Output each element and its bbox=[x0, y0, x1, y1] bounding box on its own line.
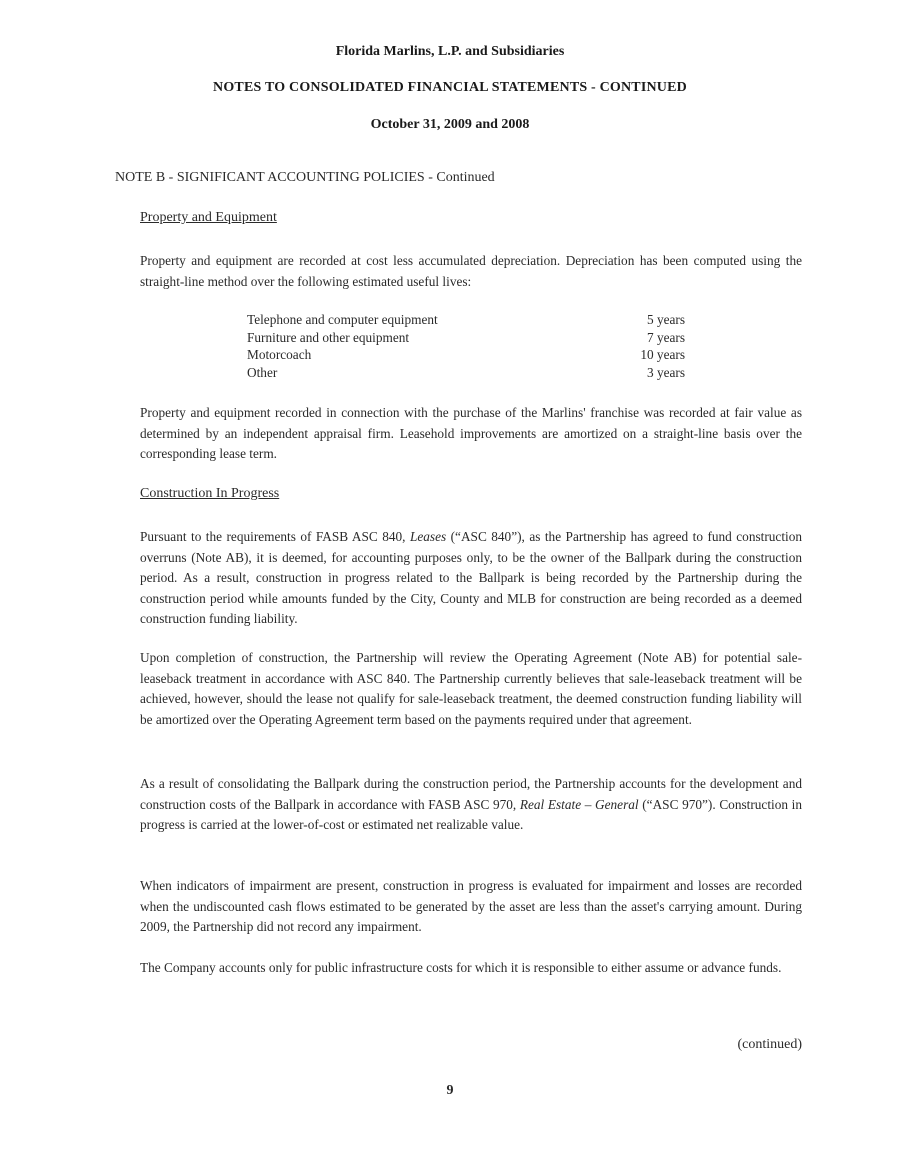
useful-life-row bbox=[247, 311, 685, 329]
asset-name: Telephone and computer equipment bbox=[247, 312, 438, 327]
useful-lives-table bbox=[247, 311, 685, 381]
construction-paragraph-1 bbox=[140, 527, 802, 630]
asset-life: 3 years bbox=[646, 364, 685, 380]
construction-paragraph-3 bbox=[140, 774, 802, 836]
p1-text-a: Pursuant to the requirements of FASB ASC 840, bbox=[140, 529, 410, 544]
document-title: NOTES TO CONSOLIDATED FINANCIAL STATEMENTS - CONTINUED bbox=[213, 80, 687, 95]
asset-life: 10 years bbox=[640, 347, 685, 362]
page-number: 9 bbox=[446, 1083, 454, 1098]
property-outro: Property and equipment recorded in connection with the purchase of the Marlins' franchise was recorded at fair value as determined by an independent appraisal firm. Leasehold improvements are amortized on a straight-line basis over the corresponding lease term. bbox=[140, 405, 802, 462]
p3-text-a: As a result of consolidating the Ballpark during the construction period, the Partnership accounts for the development and construction costs of the Ballpark in accordance with FASB ASC 970, bbox=[140, 776, 802, 812]
useful-life-row bbox=[247, 346, 685, 364]
p1-text-b: (“ASC 840”), as the Partnership has agreed to fund construction overruns (Note AB), it is deemed, for accounting purposes only, to be the owner of the Ballpark during the construction period. As a result, construction in progress related to the Ballpark is being recorded by the Partnership during the construction period while amounts funded by the City, County and MLB for construction are being recorded as a deemed construction funding liability. bbox=[140, 529, 802, 627]
company-name: Florida Marlins, L.P. and Subsidiaries bbox=[335, 44, 565, 59]
asset-life: 7 years bbox=[646, 329, 685, 345]
asset-name: Motorcoach bbox=[247, 347, 312, 362]
continued-label: (continued) bbox=[737, 1037, 802, 1052]
asset-life: 5 years bbox=[646, 312, 685, 327]
useful-life-row bbox=[247, 329, 685, 347]
property-intro: Property and equipment are recorded at cost less accumulated depreciation. Depreciation has been computed using the straight-line method over the following estimated useful lives: bbox=[140, 253, 802, 289]
p1-italic: Leases bbox=[409, 529, 447, 544]
useful-life-row bbox=[247, 364, 685, 382]
asset-name: Other bbox=[247, 364, 278, 380]
report-date: October 31, 2009 and 2008 bbox=[370, 117, 530, 132]
note-title: NOTE B - SIGNIFICANT ACCOUNTING POLICIES - Continued bbox=[115, 170, 495, 185]
construction-paragraph-4: When indicators of impairment are present, construction in progress is evaluated for impairment and losses are recorded when the undiscounted cash flows estimated to be generated by the asset are less than the asset's carrying amount. During 2009, the Partnership did not record any impairment. bbox=[140, 878, 802, 935]
construction-heading: Construction In Progress bbox=[140, 486, 280, 501]
p3-text-b: (“ASC 970”). Construction in progress is carried at the lower-of-cost or estimated net realizable value. bbox=[140, 796, 802, 833]
construction-paragraph-2: Upon completion of construction, the Partnership will review the Operating Agreement (Note AB) for potential sale-leaseback treatment in accordance with ASC 840. The Partnership currently believes that sale-leaseback treatment will be achieved, however, should the lease not qualify for sale-leaseback treatment, the deemed construction funding liability will be amortized over the Operating Agreement term based on the payments required under that agreement. bbox=[140, 650, 802, 727]
property-heading: Property and Equipment bbox=[140, 210, 277, 225]
construction-paragraph-5: The Company accounts only for public infrastructure costs for which it is responsible to either assume or advance funds. bbox=[140, 960, 782, 975]
p3-italic: Real Estate – General bbox=[519, 796, 639, 812]
asset-name: Furniture and other equipment bbox=[247, 329, 410, 345]
